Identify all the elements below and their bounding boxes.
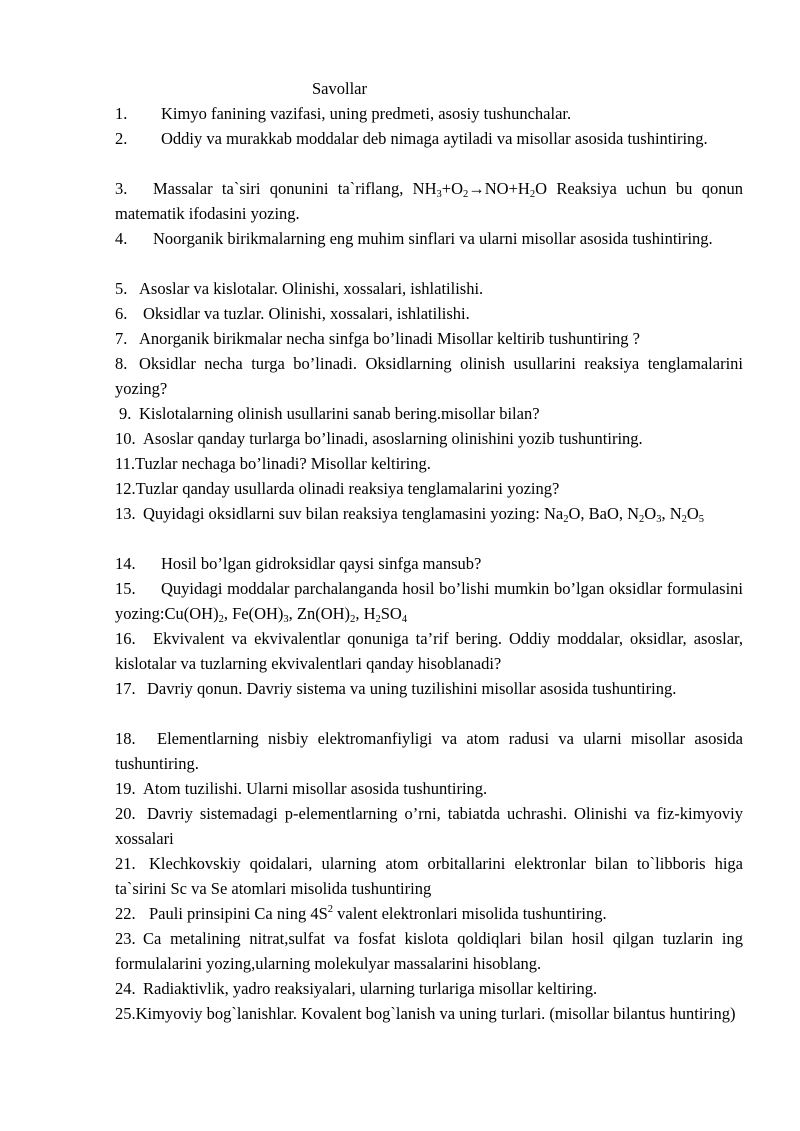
question-18: 18. Elementlarning nisbiy elektromanfiyligi va atom radusi va ularni misollar asosida tushuntiring. xyxy=(115,729,743,773)
question-9: 9. Kislotalarning olinish usullarini sanab bering.misollar bilan? xyxy=(119,404,540,423)
question-6: 6. Oksidlar va tuzlar. Olinishi, xossalari, ishlatilishi. xyxy=(115,304,470,323)
question-2: 2. Oddiy va murakkab moddalar deb nimaga aytiladi va misollar asosida tushintiring. xyxy=(115,129,708,148)
question-17: 17. Davriy qonun. Davriy sistema va uning tuzilishini misollar asosida tushuntiring. xyxy=(115,679,677,698)
question-8: 8. Oksidlar necha turga bo’linadi. Oksidlarning olinish usullarini reaksiya tenglamalarini yozing? xyxy=(115,354,743,398)
question-23: 23. Ca metalining nitrat,sulfat va fosfat kislota qoldiqlari bilan hosil qilgan tuzlarin ing formulalarini yozing,ularning molekulyar massalarini hisoblang. xyxy=(115,929,743,973)
question-4: 4. Noorganik birikmalarning eng muhim sinflari va ularni misollar asosida tushintiring. xyxy=(115,229,713,248)
question-25: 25.Kimyoviy bog`lanishlar. Kovalent bog`lanish va uning turlari. (misollar bilantus huntiring) xyxy=(115,1004,736,1023)
question-11: 11.Tuzlar nechaga bo’linadi? Misollar keltiring. xyxy=(115,454,431,473)
question-15: 15. Quyidagi moddalar parchalanganda hosil bo’lishi mumkin bo’lgan oksidlar formulasini $yozing:Cu(OH)_2$, $Fe(OH)_3$, $Zn(OH)_2$, $H_2SO_4$ xyxy=(115,579,743,625)
question-12: 12.Tuzlar qanday usullarda olinadi reaksiya tenglamalarini yozing? xyxy=(115,479,560,498)
question-1: 1. Kimyo fanining vazifasi, uning predmeti, asosiy tushunchalar. xyxy=(115,104,572,123)
question-24: 24. Radiaktivlik, yadro reaksiyalari, ularning turlariga misollar keltiring. xyxy=(115,979,598,998)
question-14: 14. Hosil bo’lgan gidroksidlar qaysi sinfga mansub? xyxy=(115,554,482,573)
page-title: Savollar xyxy=(312,79,367,98)
question-22: 22. Pauli prinsipini Ca ning $4S^2$ valent elektronlari misolida tushuntiring. xyxy=(115,904,607,923)
question-19: 19. Atom tuzilishi. Ularni misollar asosida tushuntiring. xyxy=(115,779,488,798)
question-16: 16. Ekvivalent va ekvivalentlar qonuniga ta’rif bering. Oddiy moddalar, oksidlar, asoslar, kislotalar va tuzlarning ekvivalentlari qanday hisoblanadi? xyxy=(115,629,743,673)
question-3: 3. Massalar ta`siri qonunini ta`riflang, $NH_3+O_2\to NO+H_2O$ Reaksiya uchun bu qonun matematik ifodasini yozing. xyxy=(115,179,743,223)
question-21: 21. Klechkovskiy qoidalari, ularning atom orbitallarini elektronlar bilan to`libboris higa ta`sirini Sc va Se atomlari misolida tushuntiring xyxy=(115,854,743,898)
question-13: 13. Quyidagi oksidlarni suv bilan reaksiya tenglamasini yozing: $Na_2O$, BaO, $N_2O_3$, $N_2O_5$ xyxy=(115,504,705,525)
question-5: 5. Asoslar va kislotalar. Olinishi, xossalari, ishlatilishi. xyxy=(115,279,484,298)
question-20: 20. Davriy sistemadagi p-elementlarning o’rni, tabiatda uchrashi. Olinishi va fiz-kimyoviy xossalari xyxy=(115,804,743,848)
question-7: 7. Anorganik birikmalar necha sinfga bo’linadi Misollar keltirib tushuntiring ? xyxy=(115,329,641,348)
question-10: 10. Asoslar qanday turlarga bo’linadi, asoslarning olinishini yozib tushuntiring. xyxy=(115,429,643,448)
